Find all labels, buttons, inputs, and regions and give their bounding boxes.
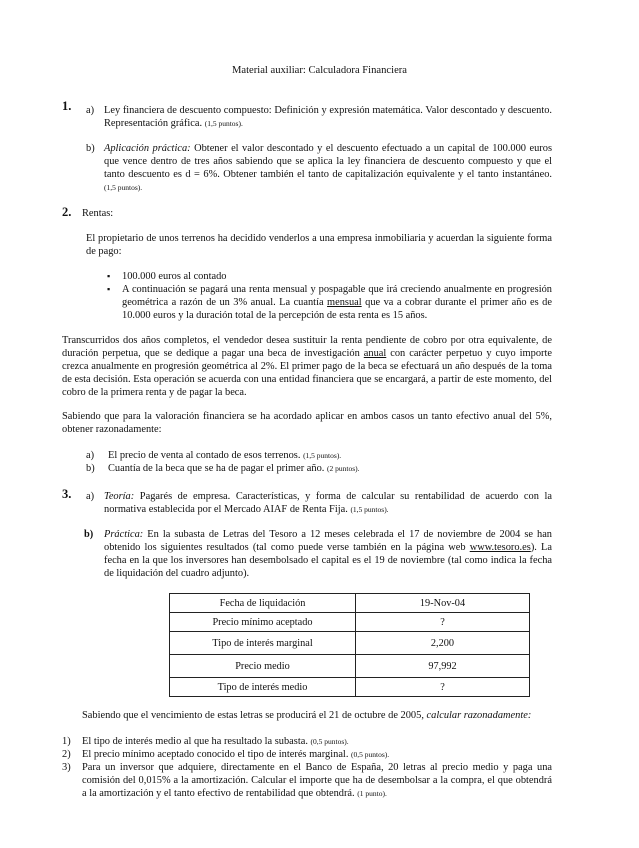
q1-b-text — [104, 142, 552, 194]
q1-a-text — [104, 104, 552, 130]
q2-b-text — [108, 462, 552, 475]
q2-paragraph-2 — [62, 334, 552, 399]
q1-a-body: Ley financiera de descuento compuesto: Definición y expresión matemática. Valor descontado y descuento. Representación gráfica. — [104, 105, 552, 129]
question-2-number: 2. — [62, 205, 72, 219]
list-item — [62, 735, 552, 748]
table-row — [170, 678, 530, 697]
list-item — [62, 761, 552, 800]
q3-b-text — [104, 528, 552, 580]
q3-item-1-points: (0,5 puntos). — [310, 737, 349, 746]
table-cell-label: Tipo de interés marginal — [170, 632, 356, 655]
table-row — [170, 655, 530, 678]
table-cell-label: Precio mínimo aceptado — [170, 613, 356, 632]
q2-bullet-2-underline: mensual — [327, 297, 362, 308]
q3-b-link[interactable]: www.tesoro.es — [469, 542, 531, 553]
table-cell-value: 19-Nov-04 — [356, 594, 530, 613]
q3-item-2-body: El precio mínimo aceptado conocido el tipo de interés marginal. — [82, 749, 349, 760]
q1-b-points: (1,5 puntos). — [104, 183, 143, 192]
q2-b-body: Cuantía de la beca que se ha de pagar el primer año. — [108, 463, 325, 474]
q3-closing-italic: calcular razonadamente: — [426, 710, 532, 721]
q2-b-label: b) — [86, 463, 95, 474]
results-table-wrapper — [169, 593, 530, 697]
q2-a-label: a) — [86, 450, 95, 461]
q3-a-points: (1,5 puntos). — [350, 505, 389, 514]
q2-a-text — [108, 449, 552, 462]
q3-a-lead: Teoría: — [104, 491, 135, 502]
q3-closing — [62, 709, 552, 722]
q3-item-3-text — [82, 761, 552, 800]
q3-item-1-body: El tipo de interés medio al que ha resultado la subasta. — [82, 736, 308, 747]
q1-b-body: Obtener el valor descontado y el descuento efectuado a un capital de 100.000 euros que vence dentro de tres años sabiendo que se aplica la ley financiera de descuento compuesto y que el tanto descuento es d = 6%. Obtener también el tanto de capitalización equivalente y el tanto instantáneo. — [104, 143, 552, 180]
table-cell-value: 97,992 — [356, 655, 530, 678]
q3-b-body-pre: En la subasta de Letras del Tesoro a 12 meses celebrada el 17 de noviembre de 2004 se han obtenido los siguientes resultados (tal como puede verse también en la página web — [104, 529, 552, 553]
q3-items — [62, 735, 552, 800]
q2-bullet-list — [104, 270, 552, 322]
q2-para2-underline: anual — [363, 348, 387, 359]
q1-b-label: b) — [86, 143, 95, 154]
table-cell-value: 2,200 — [356, 632, 530, 655]
q2-bullet-2-post: que va a cobrar durante el primer año es de 10.000 euros y la duración total de la percepción de esta renta es 15 años. — [122, 297, 552, 321]
page-title: Material auxiliar: Calculadora Financiera — [231, 65, 407, 76]
q3-a-text — [104, 490, 552, 516]
q3-item-3-label: 3) — [62, 762, 71, 773]
q2-b-points: (2 puntos). — [326, 464, 360, 473]
q3-item-3-body: Para un inversor que adquiere, directamente en el Banco de España, 20 letras al precio medio y paga una comisión del 0,015% a la amortización. Calcular el importe que ha de desembolsar a la compra, el que obtendrá a la amortización y el tanto efectivo de rentabilidad que obtendrá. — [82, 762, 552, 799]
table-row — [170, 632, 530, 655]
q3-item-3-points: (1 punto). — [357, 789, 387, 798]
q2-bullet-1: ▪ 100.000 euros al contado — [104, 270, 552, 283]
q1-a-points: (1,5 puntos). — [204, 119, 243, 128]
q3-item-1-label: 1) — [62, 736, 71, 747]
q2-bullet-2-pre: A continuación se pagará una renta mensual y pospagable que irá creciendo anualmente en progresión geométrica a razón de un 3% anual. La cuantía — [122, 284, 552, 308]
q2-bullet-2 — [104, 283, 552, 322]
q3-item-2-points: (0,5 puntos). — [351, 750, 390, 759]
q1-b-lead: Aplicación práctica: — [104, 143, 191, 154]
table-cell-label: Tipo de interés medio — [170, 678, 356, 697]
question-1-number: 1. — [62, 99, 72, 113]
table-row — [170, 613, 530, 632]
q3-b-body-post: ). La fecha en la que los inversores han desembolsado el capital es el 19 de noviembre (tal como indica la fecha de liquidación del cuadro adjunto). — [104, 542, 552, 579]
q2-a-points: (1,5 puntos). — [303, 451, 342, 460]
q2-para2-post: con carácter perpetuo y cuyo importe crezca anualmente en progresión geométrica al 2%. El primer pago de la beca se efectuará un año después de la toma de esta decisión. Esta operación se acuerda con una entidad financiera que se encargará, a partir de este momento, del cobro de la primera renta y de pagar la beca. — [62, 348, 552, 398]
question-3-number: 3. — [62, 487, 72, 501]
q3-a-body: Pagarés de empresa. Características, y forma de calcular su rentabilidad de acuerdo con la normativa establecida por el Mercado AIAF de Renta Fija. — [104, 491, 552, 515]
q2-heading: Rentas: — [82, 208, 114, 219]
table-cell-label: Precio medio — [170, 655, 356, 678]
q2-paragraph-3: Sabiendo que para la valoración financiera se ha acordado aplicar en ambos casos un tanto efectivo anual del 5%, obtener razonadamente: — [62, 411, 552, 435]
q2-intro: El propietario de unos terrenos ha decidido venderlos a una empresa inmobiliaria y acuerdan la siguiente forma de pago: — [86, 233, 552, 257]
q3-b-label: b) — [84, 529, 94, 540]
results-table — [169, 593, 530, 697]
q3-a-label: a) — [86, 491, 95, 502]
q3-closing-pre: Sabiendo que el vencimiento de estas letras se producirá el 21 de octubre de 2005, — [82, 710, 424, 721]
list-item — [62, 748, 552, 761]
table-cell-label: Fecha de liquidación — [170, 594, 356, 613]
q3-item-1-text — [82, 735, 349, 748]
q2-a-body: El precio de venta al contado de esos terrenos. — [108, 450, 301, 461]
table-cell-value: ? — [356, 678, 530, 697]
q3-item-2-text — [82, 748, 389, 761]
table-row — [170, 594, 530, 613]
q1-a-label: a) — [86, 105, 95, 116]
q3-b-lead: Práctica: — [104, 529, 144, 540]
q3-item-2-label: 2) — [62, 749, 71, 760]
q2-para2-pre: Transcurridos dos años completos, el vendedor desea sustituir la renta pendiente de cobro por otra equivalente, de duración perpetua, que se dedique a pagar una beca de investigación — [62, 335, 552, 359]
table-cell-value: ? — [356, 613, 530, 632]
